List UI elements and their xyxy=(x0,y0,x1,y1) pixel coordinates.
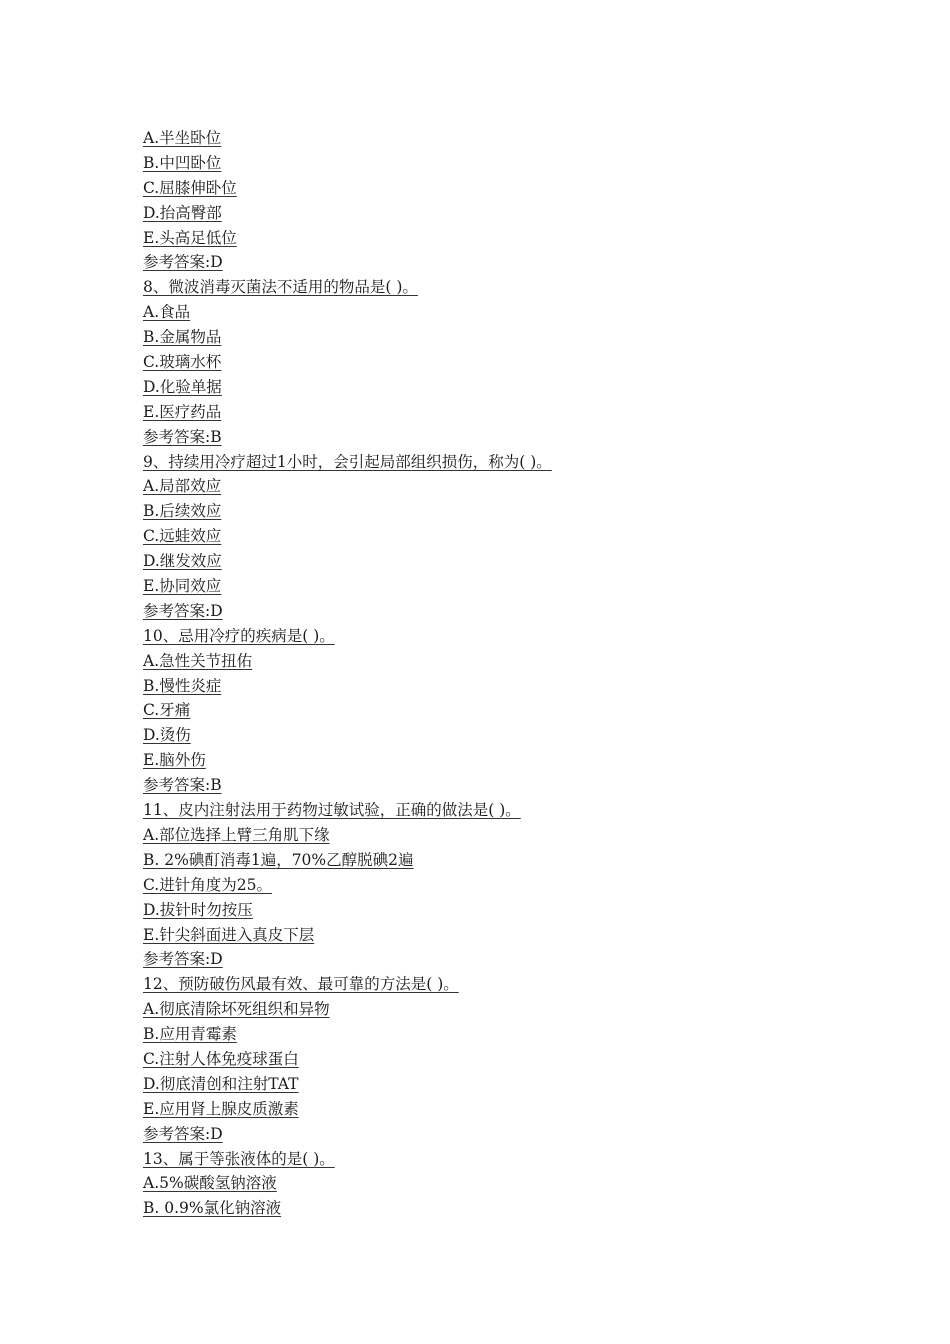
option-line: B.后续效应 xyxy=(143,502,222,521)
question-line: 12、预防破伤风最有效、最可靠的方法是( )。 xyxy=(143,975,459,994)
option-line: D.抬高臀部 xyxy=(143,203,222,222)
option-line: D.彻底清创和注射TAT xyxy=(143,1074,299,1093)
option-line: C.注射人体免疫球蛋白 xyxy=(143,1049,299,1068)
option-line: D.烫伤 xyxy=(143,726,191,745)
answer-line: 参考答案:D xyxy=(143,253,223,272)
question-line: 13、属于等张液体的是( )。 xyxy=(143,1149,335,1168)
option-line: E.脑外伤 xyxy=(143,751,206,770)
option-line: A.食品 xyxy=(143,303,191,322)
question-line: 10、忌用冷疗的疾病是( )。 xyxy=(143,626,335,645)
option-line: A.半坐卧位 xyxy=(143,129,222,147)
option-line: B.金属物品 xyxy=(143,328,222,347)
option-line: E.应用肾上腺皮质激素 xyxy=(143,1099,299,1118)
option-line: C.进针角度为25。 xyxy=(143,875,272,894)
option-line: E.头高足低位 xyxy=(143,228,237,247)
option-line: B. 0.9%氯化钠溶液 xyxy=(143,1199,282,1218)
option-line: A.彻底清除坏死组织和异物 xyxy=(143,1000,330,1019)
option-line: A.部位选择上臂三角肌下缘 xyxy=(143,825,330,844)
option-line: A.急性关节扭佑 xyxy=(143,651,253,670)
answer-line: 参考答案:D xyxy=(143,601,223,620)
option-line: D.继发效应 xyxy=(143,552,222,571)
answer-line: 参考答案:B xyxy=(143,427,222,446)
option-line: C.牙痛 xyxy=(143,701,191,720)
option-line: C.远蛙效应 xyxy=(143,527,222,546)
option-line: D.拔针时勿按压 xyxy=(143,900,253,919)
question-line: 9、持续用冷疗超过1小时，会引起局部组织损伤，称为( )。 xyxy=(143,452,552,471)
option-line: E.针尖斜面进入真皮下层 xyxy=(143,925,315,944)
option-line: A.5%碳酸氢钠溶液 xyxy=(143,1174,277,1193)
option-line: E.协同效应 xyxy=(143,577,222,596)
option-line: E.医疗药品 xyxy=(143,402,222,421)
option-line: B.应用青霉素 xyxy=(143,1025,237,1044)
question-line: 8、微波消毒灭菌法不适用的物品是( )。 xyxy=(143,278,418,297)
option-line: C.玻璃水杯 xyxy=(143,353,222,372)
option-line: B.中凹卧位 xyxy=(143,153,222,172)
answer-line: 参考答案:B xyxy=(143,776,222,795)
answer-line: 参考答案:D xyxy=(143,1124,223,1143)
option-line: D.化验单据 xyxy=(143,377,222,396)
option-line: C.屈膝伸卧位 xyxy=(143,178,237,197)
option-line: B.慢性炎症 xyxy=(143,676,222,695)
option-line: B. 2%碘酊消毒1遍，70%乙醇脱碘2遍 xyxy=(143,850,414,869)
question-line: 11、皮内注射法用于药物过敏试验，正确的做法是( )。 xyxy=(143,801,521,820)
document-page xyxy=(143,126,863,1221)
option-line: A.局部效应 xyxy=(143,477,222,496)
answer-line: 参考答案:D xyxy=(143,950,223,969)
